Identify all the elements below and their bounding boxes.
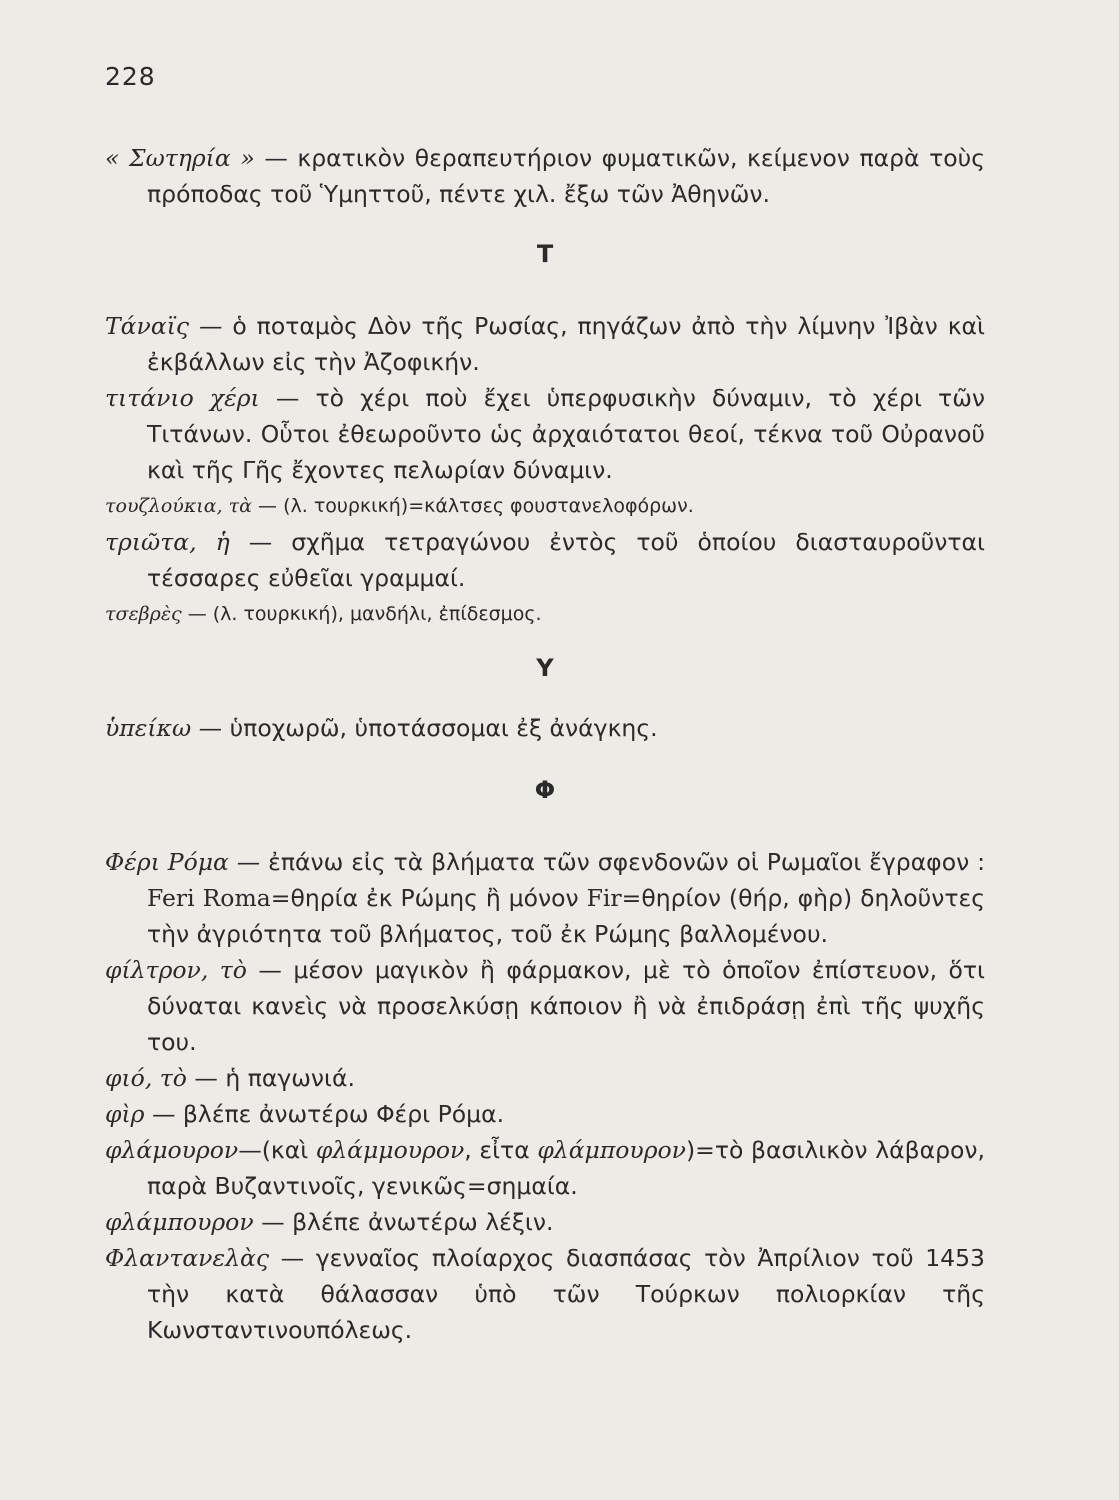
entry-definition: — ἡ παγωνιά. xyxy=(186,1064,355,1092)
entry-term: Φέρι Ρόμα xyxy=(105,848,229,876)
entry-feri-roma xyxy=(105,844,985,952)
entry-soteria xyxy=(105,140,985,212)
entry-definition: — κρατικὸν θεραπευτήριον φυματικῶν, κείμενον παρὰ τοὺς πρόποδας τοῦ Ὑμηττοῦ, πέντε χιλ. ἔξω τῶν Ἀθηνῶν. xyxy=(147,144,986,208)
entry-definition: —(καὶ xyxy=(238,1136,316,1164)
entry-definition: , εἶτα xyxy=(464,1136,538,1164)
latin-text: Feri Roma xyxy=(147,884,271,912)
page-number: 228 xyxy=(105,62,156,91)
entry-term: Φλαντανελὰς xyxy=(105,1244,270,1272)
entry-term: τριῶτα, ἡ xyxy=(105,528,230,556)
entry-term: φὶρ xyxy=(105,1100,145,1128)
entry-definition: — τὸ χέρι ποὺ ἔχει ὑπερφυσικὴν δύναμιν, τὸ χέρι τῶν Τιτάνων. Οὗτοι ἐθεωροῦντο ὡς ἀρχαιότατοι θεοί, τέκνα τοῦ Οὐρανοῦ καὶ τῆς Γῆς ἔχοντες πελωρίαν δύναμιν. xyxy=(147,384,985,484)
entry-definition: — σχῆμα τετραγώνου ἐντὸς τοῦ ὁποίου διασταυροῦνται τέσσαρες εὐθεῖαι γραμμαί. xyxy=(147,528,985,592)
section-letter-tau: Τ xyxy=(536,240,554,268)
entry-triota xyxy=(105,524,985,596)
section-letter-phi: Φ xyxy=(534,776,556,804)
entry-term: φλάμπουρον xyxy=(105,1208,254,1236)
entry-term-variant: φλάμμουρον xyxy=(315,1136,465,1164)
entry-definition: — γενναῖος πλοίαρχος διασπάσας τὸν Ἀπρίλιον τοῦ 1453 τὴν κατὰ θάλασσαν ὑπὸ τῶν Τούρκων πολιορκίαν τῆς Κωνσταντινουπόλεως. xyxy=(147,1244,985,1344)
entry-definition: )=τὸ βασιλικὸν λάβαρον, παρὰ Βυζαντινοῖς, γενικῶς=σημαία. xyxy=(147,1136,985,1200)
entry-term: ὑπείκω xyxy=(105,714,192,742)
entry-tanais xyxy=(105,308,985,380)
entry-definition: — ὑποχωρῶ, ὑποτάσσομαι ἐξ ἀνάγκης. xyxy=(191,714,658,742)
entry-definition: — (λ. τουρκική), μανδήλι, ἐπίδεσμος. xyxy=(181,603,542,625)
section-letter-ypsilon: Υ xyxy=(536,654,554,682)
latin-text: Fir xyxy=(586,884,622,912)
entry-term: φίλτρον, τὸ xyxy=(105,956,247,984)
entry-titanio xyxy=(105,380,985,488)
glossary-entries xyxy=(105,140,985,1348)
entry-filtron xyxy=(105,952,985,1060)
entry-term: τσεβρὲς xyxy=(105,603,182,625)
entry-term: τιτάνιο χέρι xyxy=(105,384,260,412)
entry-tsevres xyxy=(105,596,985,632)
entry-fir xyxy=(105,1096,985,1132)
entry-definition: — βλέπε ἀνωτέρω Φέρι Ρόμα. xyxy=(144,1100,505,1128)
entry-term: τουζλούκια, τὰ xyxy=(105,495,252,517)
entry-definition: — μέσον μαγικὸν ἢ φάρμακον, μὲ τὸ ὁποῖον ἐπίστευον, ὅτι δύναται κανεὶς νὰ προσελκύσῃ κάποιον ἢ νὰ ἐπιδράσῃ ἐπὶ τῆς ψυχῆς του. xyxy=(147,956,985,1056)
entry-term: Τάναϊς xyxy=(105,312,190,340)
entry-definition: =θηρίον (θήρ, φὴρ) δηλοῦντες τὴν ἀγριότητα τοῦ βλήματος, τοῦ ἐκ Ρώμης βαλλομένου. xyxy=(147,884,985,948)
entry-flamouron xyxy=(105,1132,985,1204)
entry-term-variant: φλάμπουρον xyxy=(537,1136,686,1164)
entry-flampouron xyxy=(105,1204,985,1240)
entry-term: φλάμουρον xyxy=(105,1136,239,1164)
entry-definition: — ὁ ποταμὸς Δὸν τῆς Ρωσίας, πηγάζων ἀπὸ τὴν λίμνην Ἰβὰν καὶ ἐκβάλλων εἰς τὴν Ἀζοφικήν. xyxy=(147,312,985,376)
entry-term: « Σωτηρία » xyxy=(105,144,255,172)
entry-flantanelas xyxy=(105,1240,985,1348)
entry-fio xyxy=(105,1060,985,1096)
entry-ypeiko xyxy=(105,710,985,746)
entry-term: φιό, τὸ xyxy=(105,1064,187,1092)
entry-definition: — βλέπε ἀνωτέρω λέξιν. xyxy=(253,1208,554,1236)
entry-touzloukia xyxy=(105,488,985,524)
entry-definition: — (λ. τουρκική)=κάλτσες φουστανελοφόρων. xyxy=(252,495,694,517)
entry-definition: =θηρία ἐκ Ρώμης ἢ μόνον xyxy=(270,884,587,912)
entry-definition: — ἐπάνω εἰς τὰ βλήματα τῶν σφενδονῶν οἱ Ρωμαῖοι ἔγραφον : xyxy=(228,848,985,876)
